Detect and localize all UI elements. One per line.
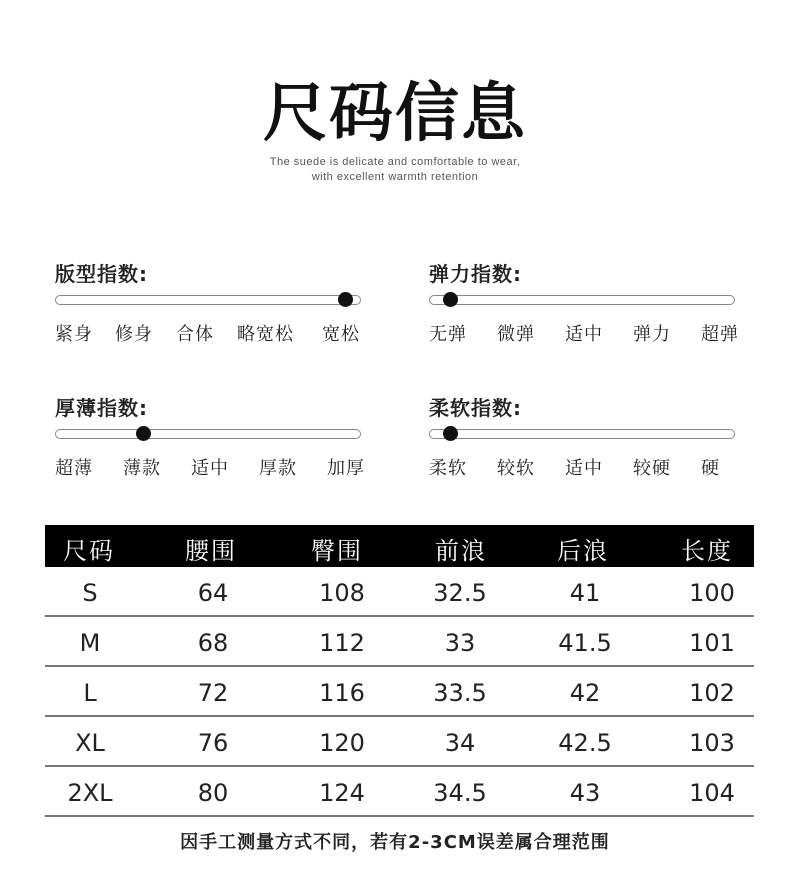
- cell-hip: 112: [319, 629, 365, 657]
- elasticity-option-2: 微弹: [497, 324, 535, 345]
- elasticity-index-track: [429, 295, 735, 305]
- cell-back-rise: 42: [569, 679, 601, 707]
- thickness-option-5: 加厚: [327, 458, 365, 479]
- softness-index-marker: [443, 426, 458, 441]
- header-size: 尺码: [63, 537, 115, 565]
- softness-index-label: 柔软指数:: [429, 396, 522, 420]
- cell-hip: 108: [319, 579, 365, 607]
- fit-index-label: 版型指数:: [55, 262, 148, 286]
- elasticity-index-marker: [443, 292, 458, 307]
- cell-length: 104: [689, 779, 735, 807]
- fit-option-3: 合体: [176, 324, 214, 345]
- cell-front-rise: 34: [444, 729, 476, 757]
- cell-front-rise: 33: [444, 629, 476, 657]
- cell-size: M: [79, 629, 101, 657]
- cell-length: 102: [689, 679, 735, 707]
- softness-index: [429, 392, 739, 479]
- softness-option-3: 适中: [565, 458, 603, 479]
- size-table-header: [45, 525, 754, 567]
- cell-waist: 68: [197, 629, 229, 657]
- cell-back-rise: 41.5: [558, 629, 612, 657]
- header-back-rise: 后浪: [557, 537, 609, 565]
- fit-option-5: 宽松: [322, 324, 360, 345]
- header-waist: 腰围: [185, 537, 237, 565]
- elasticity-option-1: 无弹: [429, 324, 467, 345]
- elasticity-option-4: 弹力: [633, 324, 671, 345]
- subtitle-line-1: The suede is delicate and comfortable to wear,: [269, 156, 521, 168]
- cell-length: 103: [689, 729, 735, 757]
- thickness-option-3: 适中: [191, 458, 229, 479]
- cell-size: XL: [75, 729, 105, 757]
- elasticity-option-5: 超弹: [701, 324, 739, 345]
- header-length: 长度: [681, 537, 733, 565]
- cell-size: L: [83, 679, 97, 707]
- table-row: [45, 567, 754, 617]
- thickness-index-label: 厚薄指数:: [55, 396, 148, 420]
- table-row: [45, 717, 754, 767]
- cell-back-rise: 43: [569, 779, 601, 807]
- cell-length: 100: [689, 579, 735, 607]
- softness-option-4: 较硬: [633, 458, 671, 479]
- thickness-option-4: 厚款: [259, 458, 297, 479]
- cell-front-rise: 33.5: [433, 679, 487, 707]
- thickness-index-track: [55, 429, 361, 439]
- fit-option-2: 修身: [115, 324, 153, 345]
- softness-option-5: 硬: [701, 458, 720, 479]
- table-row: [45, 617, 754, 667]
- cell-waist: 64: [197, 579, 229, 607]
- fit-option-1: 紧身: [55, 324, 93, 345]
- cell-waist: 80: [197, 779, 229, 807]
- softness-index-track: [429, 429, 735, 439]
- size-table: [45, 525, 754, 817]
- cell-front-rise: 34.5: [433, 779, 487, 807]
- cell-hip: 120: [319, 729, 365, 757]
- cell-back-rise: 42.5: [558, 729, 612, 757]
- fit-index: [55, 258, 365, 345]
- cell-back-rise: 41: [569, 579, 601, 607]
- table-row: [45, 667, 754, 717]
- cell-waist: 76: [197, 729, 229, 757]
- cell-hip: 116: [319, 679, 365, 707]
- fit-option-4: 略宽松: [237, 324, 294, 345]
- cell-size: 2XL: [67, 779, 113, 807]
- thickness-option-2: 薄款: [123, 458, 161, 479]
- softness-option-2: 较软: [497, 458, 535, 479]
- thickness-index: [55, 392, 365, 479]
- thickness-option-1: 超薄: [55, 458, 93, 479]
- cell-hip: 124: [319, 779, 365, 807]
- cell-length: 101: [689, 629, 735, 657]
- header-hip: 臀围: [311, 537, 363, 565]
- fit-index-track: [55, 295, 361, 305]
- measurement-note: 因手工测量方式不同，若有2-3CM误差属合理范围: [180, 832, 610, 853]
- table-row: [45, 767, 754, 817]
- elasticity-index-label: 弹力指数:: [429, 262, 522, 286]
- elasticity-option-3: 适中: [565, 324, 603, 345]
- cell-front-rise: 32.5: [433, 579, 487, 607]
- softness-option-1: 柔软: [429, 458, 467, 479]
- page-title: 尺码信息: [263, 77, 527, 151]
- elasticity-index: [429, 258, 739, 345]
- cell-waist: 72: [197, 679, 229, 707]
- header-front-rise: 前浪: [435, 537, 487, 565]
- subtitle-line-2: with excellent warmth retention: [311, 171, 479, 183]
- cell-size: S: [82, 579, 98, 607]
